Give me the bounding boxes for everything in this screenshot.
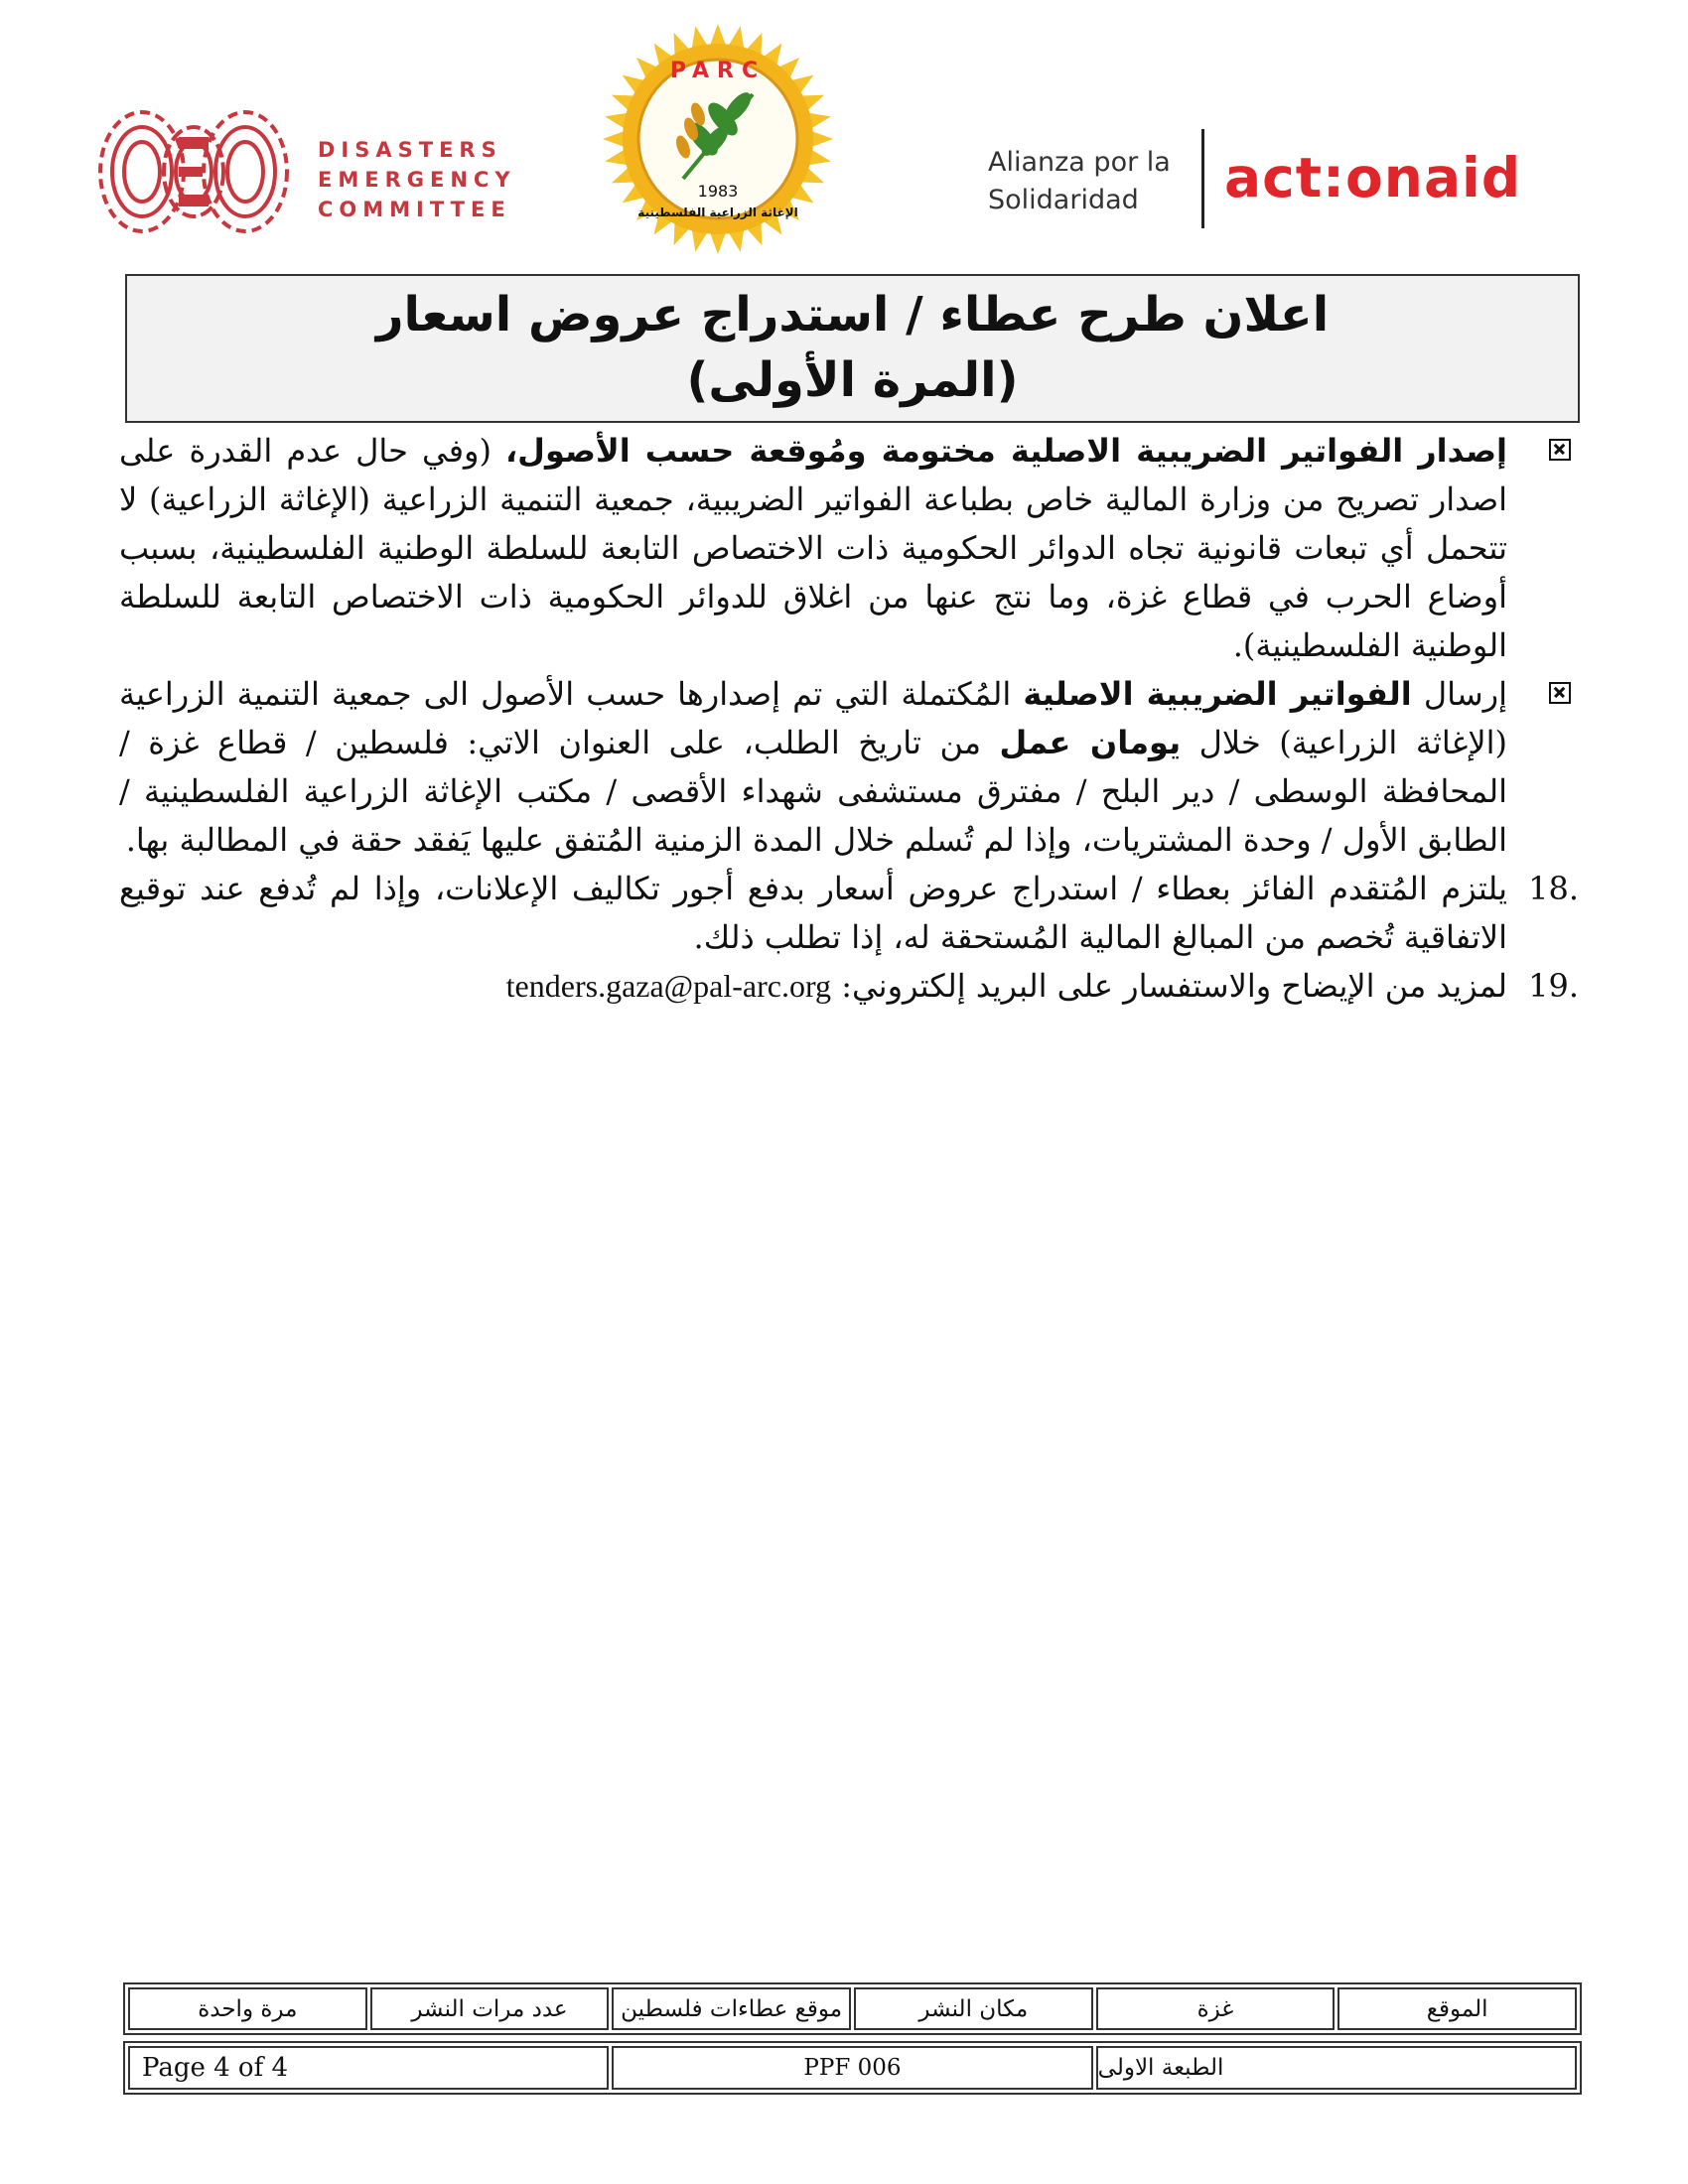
document-body bbox=[119, 427, 1579, 1011]
dec-line-1: DISASTERS bbox=[318, 138, 502, 162]
item-text: يلتزم المُتقدم الفائز بعطاء / استدراج عروض أسعار بدفع أجور تكاليف الإعلانات، وإذا لم تُدفع عند توقيع الاتفاقية تُخصم من المبالغ المالية المُستحقة له، إذا تطلب ذلك. bbox=[119, 870, 1507, 956]
alianza-line-1: Alianza por la bbox=[988, 147, 1171, 178]
page-number: Page 4 of 4 bbox=[128, 2046, 609, 2090]
contact-email-link[interactable]: tenders.gaza@pal-arc.org bbox=[505, 968, 832, 1004]
item-number: .18 bbox=[1528, 870, 1579, 907]
checkbox-marked-icon bbox=[1549, 682, 1571, 704]
logo-divider bbox=[1201, 129, 1204, 228]
actionaid-logo: act:onaid bbox=[1224, 146, 1522, 209]
list-item-19 bbox=[119, 962, 1579, 1011]
dec-emblem-icon bbox=[94, 97, 308, 246]
footer-cell: مرة واحدة bbox=[128, 1987, 367, 2030]
parc-sun-icon bbox=[584, 20, 852, 258]
announcement-title-box bbox=[125, 274, 1580, 423]
item-bold-text: الفواتير الضريبية الاصلية bbox=[1023, 675, 1412, 713]
parc-year: 1983 bbox=[697, 182, 739, 201]
checkbox-marked-icon bbox=[1549, 439, 1571, 461]
parc-logo bbox=[584, 20, 852, 258]
dec-line-2: EMERGENCY bbox=[318, 168, 516, 192]
alianza-line-2: Solidaridad bbox=[988, 185, 1139, 215]
footer-cell: الموقع bbox=[1337, 1987, 1577, 2030]
item-text: (وفي حال عدم القدرة على اصدار تصريح من وزارة المالية خاص بطباعة الفواتير الضريبية، جمعية التنمية الزراعية (الإغاثة الزراعية) لا تتحمل أي تبعات قانونية تجاه الدوائر الحكومية ذات الاختصاص التابعة للسلطة الوطنية الفلسطينية، بسبب أوضاع الحرب في قطاع غزة، وما نتج عنها من اغلاق للدوائر الحكومية ذات الاختصاص التابعة للسلطة الوطنية الفلسطينية). bbox=[119, 432, 1508, 664]
dec-line-3: COMMITTEE bbox=[318, 198, 511, 221]
partner-logos bbox=[988, 124, 1584, 233]
footer-row-publication bbox=[123, 1982, 1582, 2035]
parc-arabic-name: الإغاثة الزراعية الفلسطينية bbox=[637, 205, 798, 219]
list-item-invoices-send bbox=[119, 670, 1579, 865]
item-mid-text: المُكتملة التي تم إصدارها حسب الأصول الى جمعية التنمية الزراعية (الإغاثة الزراعية) خلال bbox=[119, 675, 1508, 761]
header-logos bbox=[0, 20, 1688, 258]
item-text: لمزيد من الإيضاح والاستفسار على البريد إلكتروني: bbox=[831, 967, 1507, 1005]
list-item-invoices-issue bbox=[119, 427, 1579, 670]
alianza-logo bbox=[988, 144, 1171, 219]
footer-cell: غزة bbox=[1096, 1987, 1336, 2030]
footer-cell: عدد مرات النشر bbox=[370, 1987, 610, 2030]
title-line-1: اعلان طرح عطاء / استدراج عروض اسعار bbox=[375, 287, 1330, 342]
item-bold-text: إصدار الفواتير الضريبية الاصلية مختومة ومُوقعة حسب الأصول، bbox=[505, 432, 1508, 470]
item-pre-text: إرسال bbox=[1411, 675, 1508, 713]
document-code: PPF 006 bbox=[612, 2046, 1092, 2090]
list-item-18 bbox=[119, 865, 1579, 962]
item-number: .19 bbox=[1528, 967, 1579, 1005]
item-bold-text-2: يومان عمل bbox=[999, 724, 1182, 761]
title-line-2: (المرة الأولى) bbox=[686, 352, 1019, 408]
footer-cell: موقع عطاءات فلسطين bbox=[612, 1987, 851, 2030]
footer-row-document-info bbox=[123, 2041, 1582, 2095]
parc-name: PARC bbox=[669, 59, 767, 83]
item-text: من تاريخ الطلب، على العنوان الاتي: فلسطين / قطاع غزة / المحافظة الوسطى / دير البلح / مفترق مستشفى شهداء الأقصى / مكتب الإغاثة الزراعية الفلسطينية / الطابق الأول / وحدة المشتريات، وإذا لم تُسلم خلال المدة الزمنية المُتفق عليها يَفقد حقة في المطالبة بها. bbox=[119, 724, 1507, 859]
footer-table bbox=[123, 1982, 1582, 2095]
dec-logo bbox=[94, 97, 541, 246]
footer-cell: مكان النشر bbox=[854, 1987, 1093, 2030]
edition-label: الطبعة الاولى bbox=[1096, 2046, 1577, 2090]
